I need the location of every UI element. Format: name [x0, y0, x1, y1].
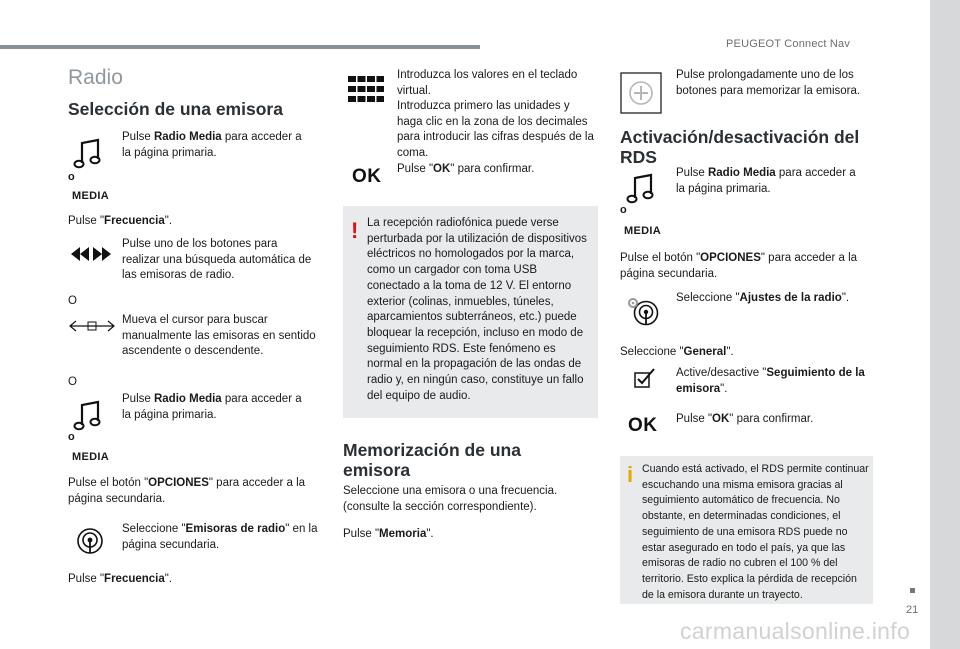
media-label-3: MEDIA [624, 225, 661, 237]
para-opciones-2: Pulse el botón "OPCIONES" para acceder a la página secundaria. [620, 252, 858, 280]
para-memoria: Pulse "Memoria". [343, 528, 434, 540]
end-marker [910, 588, 915, 593]
add-preset-icon [620, 72, 662, 114]
music-note-icon-2 [72, 399, 104, 433]
or-small-3: o [620, 204, 627, 216]
para-radio-media-3: Pulse Radio Media para acceder a la página primaria. [676, 167, 856, 195]
ok-icon: OK [352, 166, 382, 187]
radio-antenna-icon [76, 527, 104, 555]
media-label-2: MEDIA [72, 451, 109, 463]
heading-seleccion: Selección de una emisora [68, 99, 283, 119]
warning-text: La recepción radiofónica puede verse perturbada por la utilización de dispositivos eléctricos no homologados por la marca, como un cargador con toma USB conectado a la toma de 12 V. El entorno exterior (colinas, inmuebles, túneles, aparcamientos subterráneos, etc.) puede bloquear la recepción, incluso en modo de seguimiento RDS. Este fenómeno es normal en la propagación de las ondas de radio y, en ningún caso, constituye un fallo del equipo de audio. [367, 217, 587, 402]
ok-icon-2: OK [628, 415, 658, 436]
para-radio-media-2: Pulse Radio Media para acceder a la página primaria. [122, 393, 302, 421]
header-rule [0, 45, 480, 49]
para-busqueda: Pulse uno de los botones para realizar una búsqueda automática de las emisoras de radio. [122, 238, 312, 281]
page-number: 21 [906, 604, 919, 616]
para-ok-2: Pulse "OK" para confirmar. [676, 413, 814, 425]
page-edge-bar [930, 0, 960, 649]
para-unidades: Introduzca primero las unidades y haga clic en la zona de los decimales para introducir las cifras después de la coma. [397, 100, 594, 159]
heading-rds: Activación/desactivación del RDS [620, 127, 860, 167]
para-general: Seleccione "General". [620, 346, 734, 358]
para-teclado: Introduzca los valores en el teclado virtual. [397, 69, 578, 97]
or-cap-2: O [68, 376, 77, 388]
para-ok: Pulse "OK" para confirmar. [397, 163, 535, 175]
section-title: Radio [68, 66, 123, 89]
warning-icon: ! [351, 218, 359, 243]
heading-memorizacion: Memorización de una emisora [343, 440, 521, 480]
para-cursor: Mueva el cursor para buscar manualmente las emisoras en sentido ascendente o descendente. [122, 314, 316, 357]
radio-settings-icon [626, 296, 660, 328]
para-memorizar: Pulse prolongadamente uno de los botones para memorizar la emisora. [676, 69, 861, 97]
para-frecuencia-2: Pulse "Frecuencia". [68, 573, 173, 585]
para-ajustes: Seleccione "Ajustes de la radio". [676, 292, 850, 304]
info-icon: i [627, 462, 634, 487]
para-seleccione: Seleccione una emisora o una frecuencia. (consulte la sección correspondiente). [343, 485, 558, 513]
para-seguimiento: Active/desactive "Seguimiento de la emisora". [676, 367, 865, 395]
running-header: PEUGEOT Connect Nav [726, 38, 851, 50]
music-note-icon-3 [625, 172, 657, 206]
para-emisoras: Seleccione "Emisoras de radio" en la página secundaria. [122, 523, 318, 551]
seek-buttons-icon [69, 245, 113, 263]
para-opciones: Pulse el botón "OPCIONES" para acceder a la página secundaria. [68, 477, 306, 505]
para-frecuencia: Pulse "Frecuencia". [68, 215, 173, 227]
slider-arrows-icon [68, 319, 116, 333]
para-radio-media: Pulse Radio Media para acceder a la página primaria. [122, 131, 302, 159]
watermark: carmanualsonline.info [680, 618, 911, 644]
or-small-2: o [68, 431, 75, 443]
media-label: MEDIA [72, 190, 109, 202]
or-cap: O [68, 295, 77, 307]
info-text: Cuando está activado, el RDS permite continuar escuchando una misma emisora gracias al seguimiento automático de frecuencia. No obstante, en determinadas condiciones, el seguimiento de una emisora RDS puede no estar asegurado en todo el país, ya que las emisoras de radio no cubren el 100 % del territorio. Esto explica la pérdida de recepción de la emisora durante un trayecto. [642, 463, 869, 601]
music-note-icon [72, 137, 104, 171]
checkbox-icon [633, 367, 657, 389]
keypad-icon [348, 76, 384, 102]
or-small: o [68, 171, 75, 183]
